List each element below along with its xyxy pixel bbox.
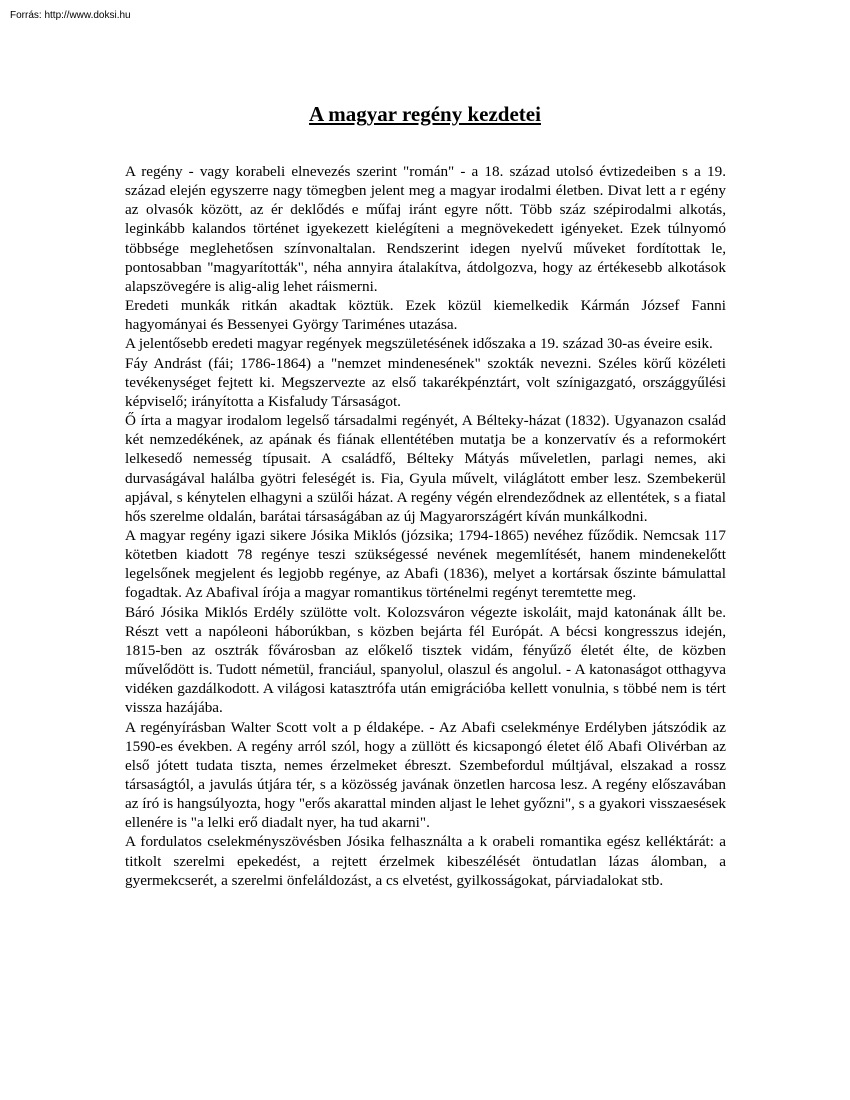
paragraph-8: A regényírásban Walter Scott volt a p éldaképe. - Az Abafi cselekménye Erdélyben játszódik az 1590-es években. A regény arról szól, hogy a züllött és kicsapongó életet élő Abafi Olivérban az első jótett tudata tiszta, nemes érzelmeket ébreszt. Szembefordul múltjával, elszakad a rossz társaságtól, a javulás útjára tér, s a közösség javának önzetlen harcosa lesz. A regény előszavában az író is hangsúlyozta, hogy "erős akarattal minden aljast le lehet győzni", s a gyakori visszaesések ellenére is "a lelki erő diadalt nyer, ha tud akarni". (125, 718, 726, 832)
paragraph-2: Eredeti munkák ritkán akadtak köztük. Ezek közül kiemelkedik Kármán József Fanni hagyományai és Bessenyei György Tariménes utazása. (125, 297, 726, 334)
paragraph-9: A fordulatos cselekményszövésben Jósika felhasználta a k orabeli romantika egész kelléktárát: a titkolt szerelmi epekedést, a rejtett érzelmek kibeszélését öntudatlan lázas álomban, a gyermekcserét, a szerelmi önfeláldozást, a cs elvetést, gyilkosságokat, párviadalokat stb. (125, 833, 726, 889)
paragraph-6: A magyar regény igazi sikere Jósika Miklós (józsika; 1794-1865) nevéhez fűződik. Nemcsak 117 kötetben kiadott 78 regénye teszi szükségessé nevének megemlítését, hanem mindenekelőtt legelsőnek megjelent és legjobb regénye, az Abafi (1836), melyet a kortársak őszinte bámulattal fogadtak. Az Abafival írója a magyar romantikus történelmi regényt teremtette meg. (125, 526, 726, 602)
paragraph-1: A regény - vagy korabeli elnevezés szerint "román" - a 18. század utolsó évtizedeiben s a 19. század elején egyszerre nagy tömegben jelent meg a magyar irodalmi életben. Divat lett a r egény az olvasók között, az ér deklődés e műfaj iránt egyre nőtt. Több száz szépirodalmi alkotás, leginkább kalandos történet igyekezett kielégíteni a megnövekedett igényeket. Ezek túlnyomó többsége meglehetősen színvonaltalan. Rendszerint idegen nyelvű műveket fordítottak le, pontosabban "magyarították", néha annyira átalakítva, átdolgozva, hogy az értékesebb alkotások alapszövegére is alig-alig lehet ráismerni. (125, 163, 726, 295)
paragraph-5: Ő írta a magyar irodalom legelső társadalmi regényét, A Bélteky-házat (1832). Ugyanazon család két nemzedékének, az apának és fiának ellentétében mutatja be a konzervatív és a reformokért lelkesedő nemesség típusait. A családfő, Bélteky Mátyás műveletlen, parlagi nemes, aki durvaságával halálba gyötri feleségét is. Fia, Gyula művelt, világlátott ember lesz. Szembekerül apjával, s kénytelen elhagyni a szülői házat. A regény végén elrendeződnek az ellentétek, s a fiatal hős szerelme oldalán, barátai társaságában az új Magyarországért kíván munkálkodni. (125, 412, 726, 525)
paragraph-3: A jelentősebb eredeti magyar regények megszületésének időszaka a 19. század 30-as éveire esik. (125, 335, 713, 353)
page-title: A magyar regény kezdetei (309, 102, 541, 126)
document-body (125, 162, 726, 890)
paragraph-7: Báró Jósika Miklós Erdély szülötte volt. Kolozsváron végezte iskoláit, majd katonának állt be. Részt vett a napóleoni háborúkban, s közben bejárta fél Európát. A bécsi kongresszus idején, 1815-ben az osztrák fővárosban az előkelő tisztek vidám, fényűző életét élte, de közben művelődött is. Tudott németül, franciául, spanyolul, olaszul és angolul. - A katonaságot otthagyva vidéken gazdálkodott. A világosi katasztrófa után emigrációba kellett vonulnia, s többé nem is tért vissza hazájába. (125, 603, 726, 717)
paragraph-4: Fáy Andrást (fái; 1786-1864) a "nemzet mindenesének" szokták nevezni. Széles körű közéleti tevékenységet fejtett ki. Megszervezte az első takarékpénztárt, volt színigazgató, országgyűlési képviselő; irányította a Kisfaludy Társaságot. (125, 354, 726, 410)
source-note: Forrás: http://www.doksi.hu (10, 10, 131, 21)
